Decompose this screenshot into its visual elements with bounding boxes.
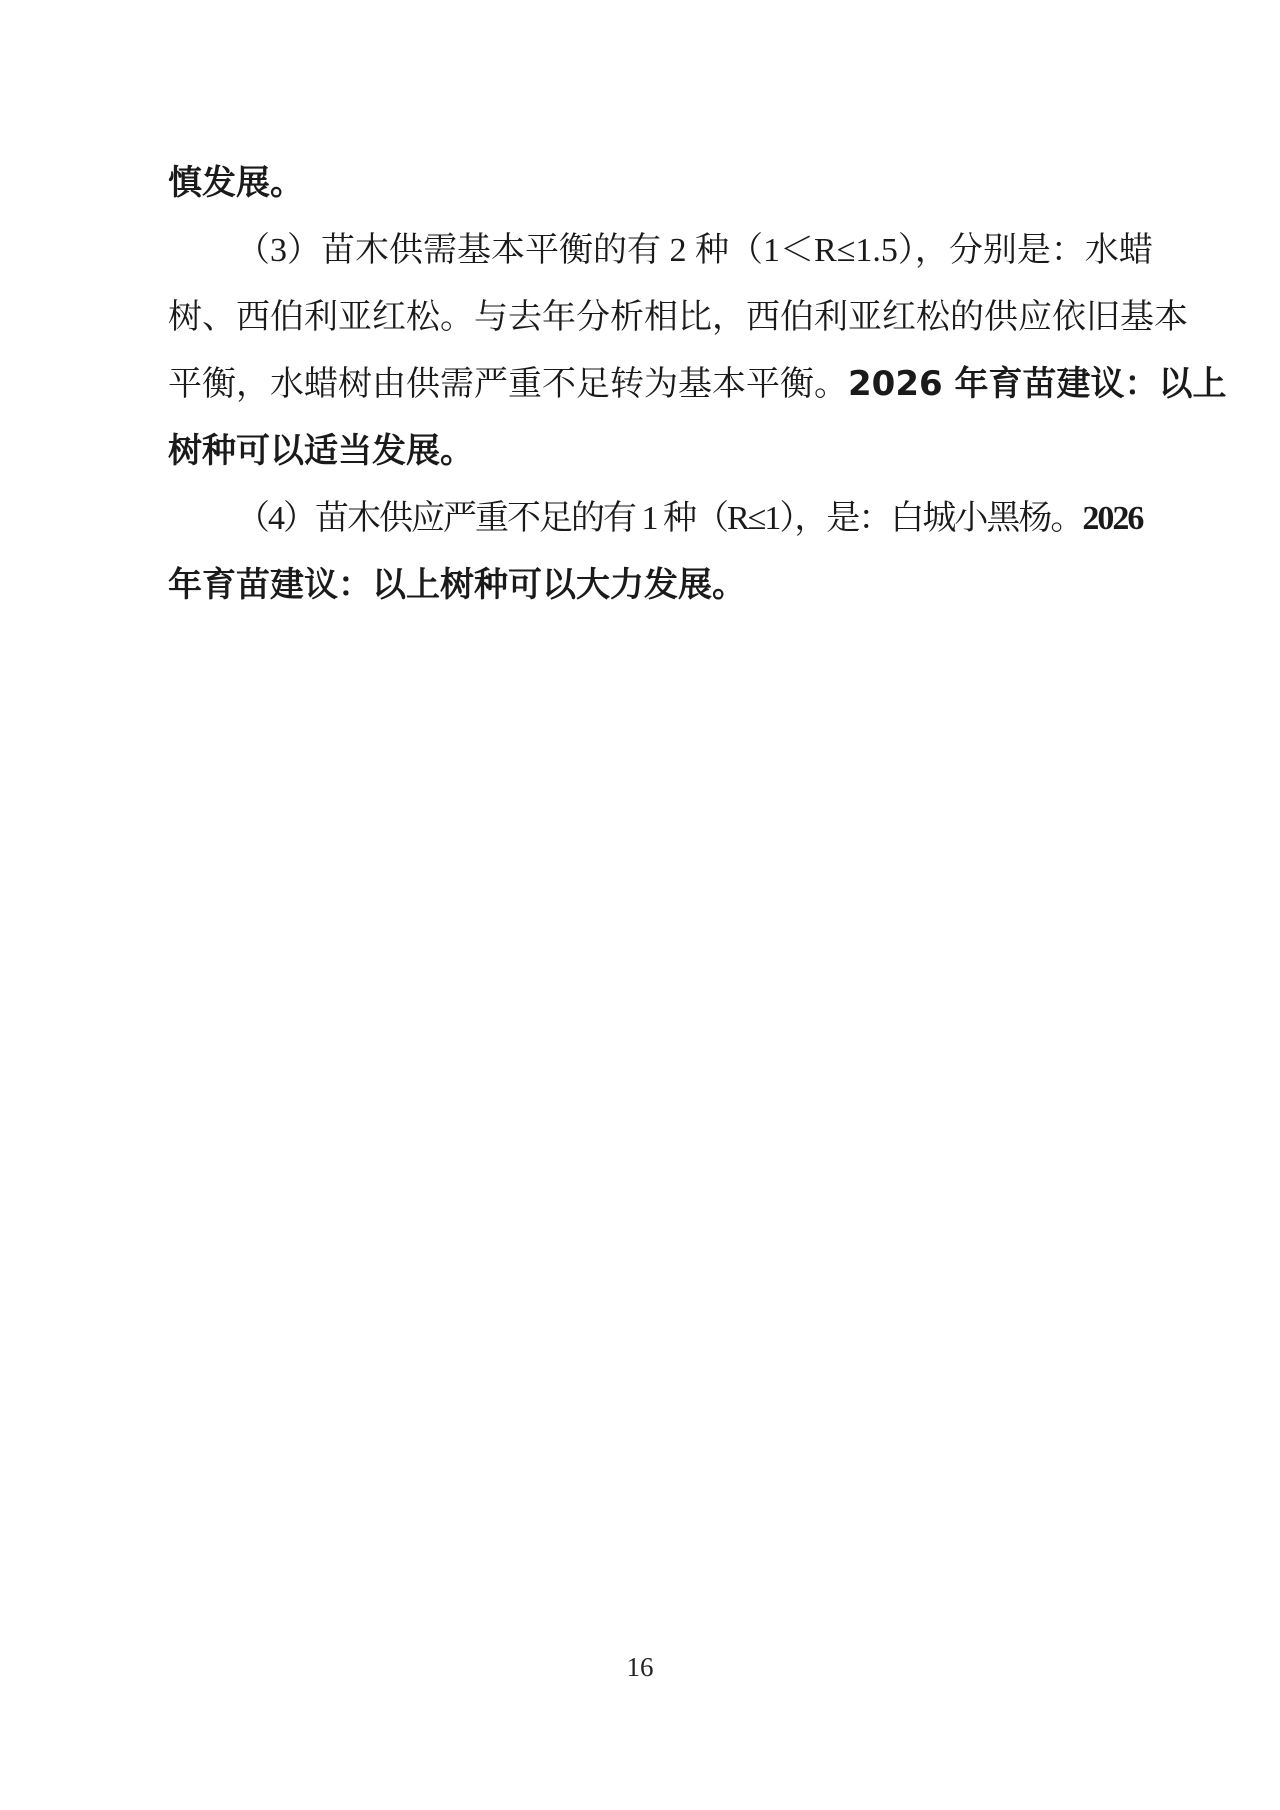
paragraph-3-continued-2: 平衡，水蜡树由供需严重不足转为基本平衡。 bbox=[168, 366, 848, 403]
text-line-1 bbox=[168, 150, 1100, 217]
bold-sentence-end: 慎发展。 bbox=[168, 163, 304, 203]
year-2026: 2026 bbox=[1082, 500, 1143, 537]
text-line-3 bbox=[168, 284, 1188, 351]
recommendation-bold-end: 树种可以适当发展。 bbox=[168, 431, 474, 471]
text-line-2 bbox=[168, 217, 1153, 284]
text-line-4 bbox=[168, 351, 1227, 418]
body-text bbox=[168, 150, 1227, 619]
paragraph-4-start: （4）苗木供应严重不足的有 1 种（R≤1），是：白城小黑杨。 bbox=[236, 500, 1083, 537]
text-line-5 bbox=[168, 418, 1100, 485]
paragraph-3-continued: 树、西伯利亚红松。与去年分析相比，西伯利亚红松的供应依旧基本 bbox=[168, 299, 1188, 336]
recommendation-bold-end-2: 年育苗建议：以上树种可以大力发展。 bbox=[168, 565, 746, 605]
recommendation-2026-bold: 2026 年育苗建议：以上 bbox=[848, 364, 1227, 404]
paragraph-3-start: （3）苗木供需基本平衡的有 2 种（1＜R≤1.5），分别是：水蜡 bbox=[236, 232, 1153, 269]
page-number: 16 bbox=[626, 1652, 654, 1682]
text-line-6 bbox=[168, 485, 1143, 552]
text-line-7 bbox=[168, 552, 1100, 619]
